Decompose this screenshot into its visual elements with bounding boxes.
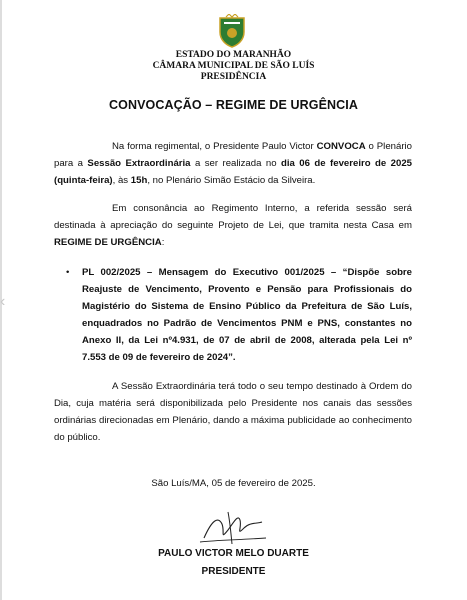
date-line: São Luís/MA, 05 de fevereiro de 2025. — [151, 478, 316, 489]
signatory-role: PRESIDENTE — [201, 566, 266, 577]
header-presidency: PRESIDÊNCIA — [200, 72, 267, 82]
institution-header — [0, 50, 467, 83]
signatory-name: PAULO VICTOR MELO DUARTE — [158, 548, 309, 559]
header-chamber: CÂMARA MUNICIPAL DE SÃO LUÍS — [152, 61, 315, 71]
paragraph-convocation: Na forma regimental, o Presidente Paulo Victor CONVOCA o Plenário para a Sessão Extraordinária a ser realizada no dia 06 de fevereiro de 2025 (quinta-feira), às 15h, no Plenário Simão Estácio da Silveira. — [54, 141, 412, 186]
document-title: CONVOCAÇÃO – REGIME DE URGÊNCIA — [109, 98, 358, 112]
paragraph-agenda: Em consonância ao Regimento Interno, a referida sessão será destinada à apreciação do seguinte Projeto de Lei, que tramita nesta Casa em REGIME DE URGÊNCIA: — [54, 203, 412, 248]
handwritten-signature — [198, 510, 268, 546]
coat-of-arms-icon — [217, 14, 247, 48]
chevron-left-icon[interactable]: ‹ — [0, 293, 6, 310]
bill-item: PL 002/2025 – Mensagem do Executivo 001/2025 – “Dispõe sobre Reajuste de Vencimento, Provento e Pensão para Profissionais do Magistério do Sistema de Ensino Público da Prefeitura de São Luís, enquadrados no Padrão de Vencimentos PNM e PNS, constantes no Anexo II, da Lei nº4.931, de 07 de abril de 2008, alterada pela Lei nº 7.553 de 09 de fevereiro de 2024”. — [82, 267, 412, 363]
paragraph-order-of-day: A Sessão Extraordinária terá todo o seu tempo destinado à Ordem do Dia, cuja matéria será disponibilizada pelo Presidente nos canais das sessões ordinárias direcionadas em Plenário, dando a máxima publicidade ao conhecimento do público. — [54, 381, 412, 443]
header-state: ESTADO DO MARANHÃO — [175, 50, 292, 60]
bullet-marker: • — [66, 267, 70, 278]
